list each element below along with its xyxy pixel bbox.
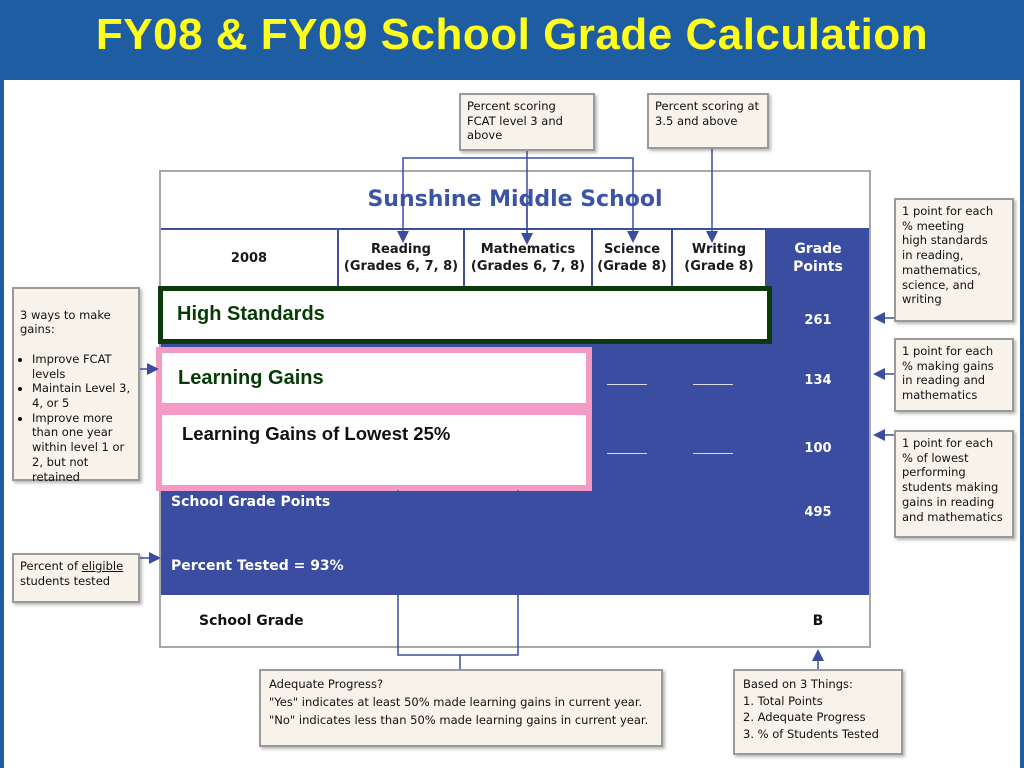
header-writing xyxy=(673,228,767,288)
school-grade-label: School Grade xyxy=(199,613,304,629)
left-frame-border xyxy=(0,80,4,768)
note-adequate-progress xyxy=(259,669,663,747)
overlay-high-standards xyxy=(158,286,772,344)
note-learning-gains: 1 point for each % making gains in reading and mathematics xyxy=(894,338,1014,412)
school-grade-value: B xyxy=(812,613,824,629)
note-lowest-performing: 1 point for each % of lowest performing students making gains in reading and mathematics xyxy=(894,430,1014,538)
note-based-on-three xyxy=(733,669,903,755)
header-grade-sub: Points xyxy=(793,259,843,275)
note-eligible-tested xyxy=(12,553,140,603)
points-total: 495 xyxy=(804,505,832,520)
header-writing-sub: (Grade 8) xyxy=(684,259,754,274)
note-three-ways-list xyxy=(20,352,132,484)
school-grade-points-label: School Grade Points xyxy=(171,494,331,510)
note-three-ways xyxy=(12,287,140,484)
header-math-sub: (Grades 6, 7, 8) xyxy=(470,259,586,274)
header-science-label: Science xyxy=(603,242,661,258)
overlay-high-standards-label: High Standards xyxy=(177,303,325,325)
science-dash xyxy=(607,384,647,385)
note-writing-35: Percent scoring at 3.5 and above xyxy=(647,93,769,149)
note-fcat-level3: Percent scoring FCAT level 3 and above xyxy=(459,93,595,151)
header-science-sub: (Grade 8) xyxy=(597,259,667,274)
school-name: Sunshine Middle School xyxy=(367,187,663,212)
header-grade-points xyxy=(767,228,869,288)
note-eligible-pre: Percent of xyxy=(20,559,82,573)
note-high-standards: 1 point for each % meeting high standards in reading, mathematics, science, and writing xyxy=(894,198,1014,322)
list-item: • Maintain Level 3, 4, or 5 xyxy=(32,381,132,410)
overlay-lowest-25-label: Learning Gains of Lowest 25% xyxy=(182,423,451,444)
note-three-ways-title: 3 ways to make gains: xyxy=(20,307,111,337)
list-item: 3. % of Students Tested xyxy=(743,727,879,742)
note-adequate-yes: "Yes" indicates at least 50% made learning gains in current year. xyxy=(269,694,643,709)
points-lowest-25: 100 xyxy=(804,441,832,456)
header-year xyxy=(161,228,339,288)
writing-dash xyxy=(693,384,733,385)
note-adequate-no: "No" indicates less than 50% made learning gains in current year. xyxy=(269,712,649,727)
note-adequate-title: Adequate Progress? xyxy=(269,677,384,691)
percent-tested-label: Percent Tested = 93% xyxy=(171,558,344,574)
header-grade-label: Grade xyxy=(794,240,842,257)
header-reading-label: Reading xyxy=(371,242,431,258)
overlay-learning-gains xyxy=(156,347,592,409)
overlay-lowest-25 xyxy=(156,409,592,491)
list-item: • Improve FCAT levels xyxy=(32,352,132,381)
header-science xyxy=(593,228,673,288)
overlay-learning-gains-label: Learning Gains xyxy=(178,367,324,389)
header-reading-sub: (Grades 6, 7, 8) xyxy=(343,259,459,274)
header-math-label: Mathematics xyxy=(480,242,576,258)
points-high-standards: 261 xyxy=(804,313,832,328)
list-item: 2. Adequate Progress xyxy=(743,710,866,725)
header-writing-label: Writing xyxy=(691,242,747,258)
note-based-title: Based on 3 Things: xyxy=(743,677,853,691)
header-year-label: 2008 xyxy=(230,250,268,266)
note-eligible-underlined: eligible xyxy=(81,559,124,573)
list-item: • Improve more than one year within level 1 or 2, but not retained xyxy=(32,411,132,485)
science-dash xyxy=(607,453,647,454)
page-title: FY08 & FY09 School Grade Calculation xyxy=(95,10,929,59)
points-learning-gains: 134 xyxy=(804,373,832,388)
writing-dash xyxy=(693,453,733,454)
title-banner xyxy=(0,0,1024,80)
right-frame-border xyxy=(1020,80,1024,768)
header-math xyxy=(465,228,593,288)
note-eligible-post: students tested xyxy=(20,573,111,588)
header-reading xyxy=(339,228,465,288)
list-item: 1. Total Points xyxy=(743,693,823,708)
